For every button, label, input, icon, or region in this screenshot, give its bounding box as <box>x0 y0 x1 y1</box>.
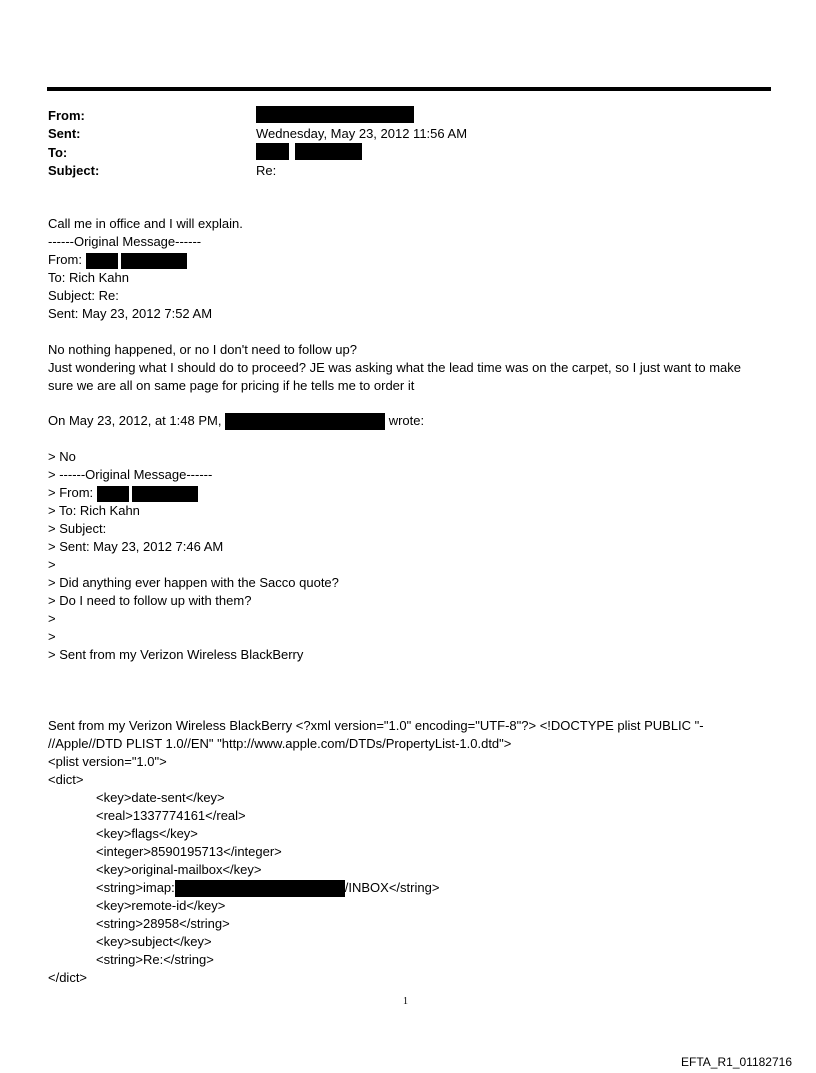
quoted-line: > No <box>48 449 76 464</box>
redaction-box <box>225 413 385 430</box>
redaction-box <box>295 143 362 160</box>
quoted-line: > Did anything ever happen with the Sacco quote? <box>48 575 339 590</box>
xml-line: <real>1337774161</real> <box>96 808 246 823</box>
redaction-box <box>256 106 414 123</box>
xml-line: <dict> <box>48 772 84 787</box>
body-line: Just wondering what I should do to proceed? JE was asking what the lead time was on the carpet, so I just want to make <box>48 360 741 375</box>
xml-mailbox-suffix: /INBOX</string> <box>344 880 440 895</box>
redaction-box <box>175 880 345 897</box>
xml-line: <integer>8590195713</integer> <box>96 844 282 859</box>
xml-line: <key>date-sent</key> <box>96 790 225 805</box>
body-line: sure we are all on same page for pricing if he tells me to order it <box>48 378 415 393</box>
page-number: 1 <box>403 996 408 1007</box>
to-label: To: <box>48 145 68 160</box>
xml-line: <string>28958</string> <box>96 916 230 931</box>
xml-line: <plist version="1.0"> <box>48 754 167 769</box>
body-from-label: From: <box>48 252 82 267</box>
xml-mailbox-prefix: <string>imap: <box>96 880 175 895</box>
quoted-line: > <box>48 629 56 644</box>
from-label: From: <box>48 108 85 123</box>
quoted-line: > Subject: <box>48 521 107 536</box>
quoted-line: > ------Original Message------ <box>48 467 213 482</box>
quoted-from-line <box>48 485 198 502</box>
body-line: Sent: May 23, 2012 7:52 AM <box>48 306 213 321</box>
body-line: Call me in office and I will explain. <box>48 216 243 231</box>
sent-label: Sent: <box>48 126 81 141</box>
document-id: EFTA_R1_01182716 <box>681 1055 792 1069</box>
xml-line: <key>remote-id</key> <box>96 898 226 913</box>
quoted-line: > Sent from my Verizon Wireless BlackBerry <box>48 647 304 662</box>
header-rule <box>47 87 771 91</box>
redaction-box <box>256 143 289 160</box>
xml-line: <key>flags</key> <box>96 826 198 841</box>
sent-value: Wednesday, May 23, 2012 11:56 AM <box>256 126 468 141</box>
quote-attribution-prefix: On May 23, 2012, at 1:48 PM, <box>48 413 222 428</box>
quote-attribution-suffix: wrote: <box>388 413 425 428</box>
original-message-marker: ------Original Message------ <box>48 234 202 249</box>
redaction-box <box>132 486 198 502</box>
xml-mailbox-line <box>96 880 439 897</box>
to-value-redacted <box>256 143 362 160</box>
from-value-redacted <box>256 106 414 123</box>
quoted-line: > Do I need to follow up with them? <box>48 593 252 608</box>
quoted-line: > To: Rich Kahn <box>48 503 140 518</box>
subject-label: Subject: <box>48 163 100 178</box>
quoted-line: > <box>48 611 56 626</box>
body-line: No nothing happened, or no I don't need to follow up? <box>48 342 357 357</box>
redaction-box <box>86 253 118 269</box>
signature-xml-line: Sent from my Verizon Wireless BlackBerry <?xml version="1.0" encoding="UTF-8"?> <!DOCTYPE plist PUBLIC "- <box>48 718 704 733</box>
xml-line: <string>Re:</string> <box>96 952 214 967</box>
quoted-line: > <box>48 557 56 572</box>
subject-value: Re: <box>256 163 277 178</box>
xml-line: </dict> <box>48 970 88 985</box>
quote-attribution-line <box>48 413 424 430</box>
redaction-box <box>121 253 187 269</box>
xml-line: <key>subject</key> <box>96 934 212 949</box>
redaction-box <box>97 486 129 502</box>
quoted-line: > Sent: May 23, 2012 7:46 AM <box>48 539 224 554</box>
quoted-from-label: > From: <box>48 485 94 500</box>
body-from-line <box>48 252 187 269</box>
body-line: To: Rich Kahn <box>48 270 129 285</box>
xml-line: //Apple//DTD PLIST 1.0//EN" "http://www.apple.com/DTDs/PropertyList-1.0.dtd"> <box>48 736 512 751</box>
xml-line: <key>original-mailbox</key> <box>96 862 262 877</box>
body-line: Subject: Re: <box>48 288 119 303</box>
